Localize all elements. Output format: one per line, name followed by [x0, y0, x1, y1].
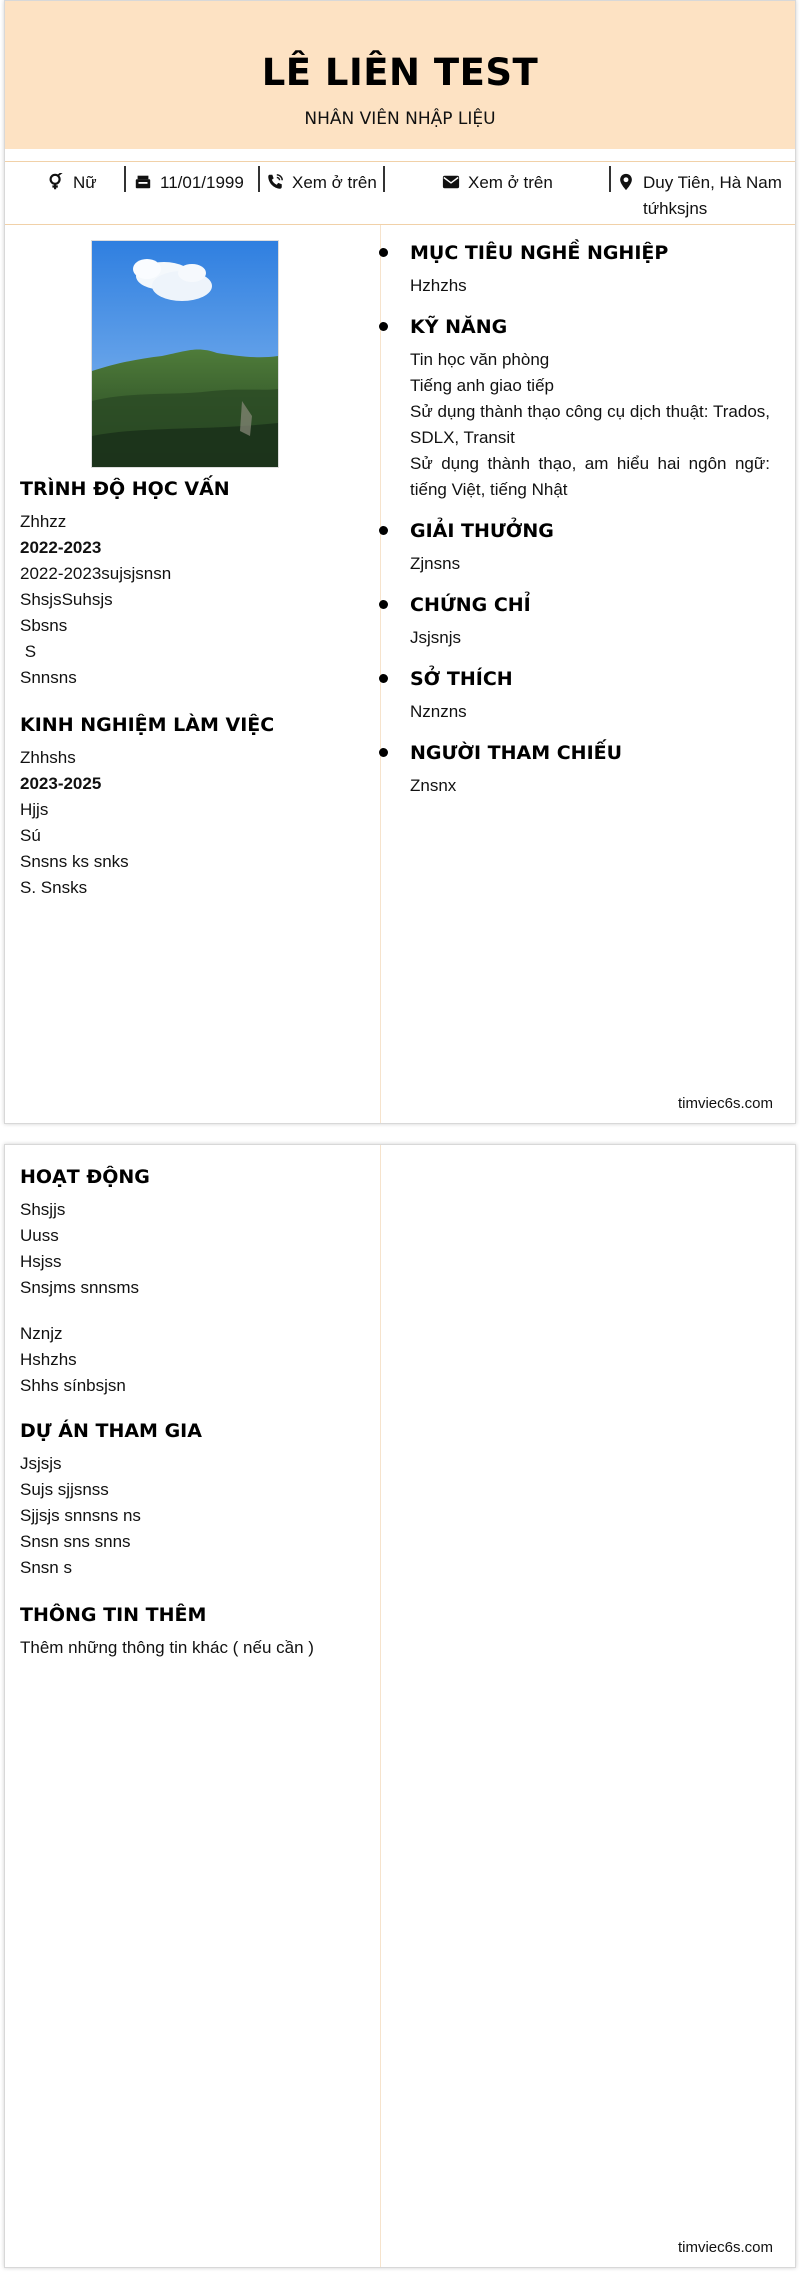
experience-title: KINH NGHIỆM LÀM VIỆC	[20, 714, 275, 736]
additional-section	[20, 1601, 360, 1661]
activities-line: Hshzhs	[20, 1350, 77, 1369]
awards-line: Zjnsns	[410, 554, 461, 573]
right-column	[390, 239, 770, 799]
references-title: NGƯỜI THAM CHIẾU	[410, 742, 623, 764]
skills-line: Sử dụng thành thạo công cụ dịch thuật: Trados, SDLX, Transit	[410, 402, 770, 447]
education-line: Snnsns	[20, 668, 77, 687]
projects-line: Snsn sns snns	[20, 1532, 131, 1551]
contact-separator	[609, 166, 611, 192]
activities-line: Shhs sínbsjsn	[20, 1376, 126, 1395]
education-line: Sbsns	[20, 616, 68, 635]
hobbies-title: SỞ THÍCH	[410, 668, 513, 690]
activities-line: Hsjss	[20, 1252, 62, 1271]
contact-separator	[258, 166, 260, 192]
education-line: 2022-2023sujsjsnsn	[20, 564, 172, 583]
bullet	[379, 322, 388, 331]
cv-page-2	[4, 1144, 796, 2268]
activities-section	[20, 1163, 360, 1399]
address-line-1: Duy Tiên, Hà Nam	[643, 173, 782, 192]
activities-line: Snsjms snnsms	[20, 1278, 140, 1297]
experience-line: Sú	[20, 826, 41, 845]
projects-title: DỰ ÁN THAM GIA	[20, 1420, 202, 1442]
projects-line: Sjjsjs snnsns ns	[20, 1506, 141, 1525]
education-title: TRÌNH ĐỘ HỌC VẤN	[20, 478, 230, 500]
bullet	[379, 748, 388, 757]
experience-line: Snsns ks snks	[20, 852, 129, 871]
activities-line: Nznjz	[20, 1324, 63, 1343]
mountain-photo	[92, 241, 278, 467]
bullet	[379, 248, 388, 257]
cv-page-1	[4, 0, 796, 1124]
experience-line: S. Snsks	[20, 878, 88, 897]
education-line: S	[20, 642, 37, 661]
cv-name: LÊ LIÊN TEST	[261, 51, 539, 94]
certificates-line: Jsjsnjs	[410, 628, 462, 647]
birthday-value: 11/01/1999	[160, 173, 244, 192]
cv-position: NHÂN VIÊN NHẬP LIỆU	[304, 109, 496, 130]
hobbies-section	[390, 665, 770, 725]
contact-address	[617, 170, 782, 222]
additional-line: Thêm những thông tin khác ( nếu cần )	[20, 1638, 314, 1657]
phone-icon	[266, 173, 284, 191]
page-footer: timviec6s.com	[677, 1095, 773, 1112]
contact-separator	[124, 166, 126, 192]
contact-gender	[47, 170, 97, 196]
objective-section	[390, 239, 770, 299]
references-line: Znsnx	[410, 776, 457, 795]
projects-line: Snsn s	[20, 1558, 72, 1577]
contact-separator	[383, 166, 385, 192]
skills-line: Tin học văn phòng	[410, 350, 550, 369]
awards-section	[390, 517, 770, 577]
activities-title: HOẠT ĐỘNG	[20, 1166, 150, 1188]
projects-section	[20, 1417, 360, 1581]
page-footer: timviec6s.com	[677, 2239, 773, 2256]
contact-bar	[5, 161, 795, 225]
phone-value: Xem ở trên	[292, 173, 377, 192]
gender-value: Nữ	[73, 173, 97, 192]
activities-line: Shsjjs	[20, 1200, 66, 1219]
projects-line: Sujs sjjsnss	[20, 1480, 109, 1499]
experience-period: 2023-2025	[20, 774, 102, 793]
contact-email	[442, 170, 553, 196]
certificates-section	[390, 591, 770, 651]
additional-title: THÔNG TIN THÊM	[20, 1604, 207, 1626]
certificates-title: CHỨNG CHỈ	[410, 594, 531, 616]
birthday-icon	[134, 173, 152, 191]
contact-birthday	[134, 170, 244, 196]
experience-line: Hjjs	[20, 800, 49, 819]
hobbies-line: Nznzns	[410, 702, 467, 721]
skills-line: Tiếng anh giao tiếp	[410, 376, 554, 395]
gender-icon	[47, 173, 65, 191]
location-icon	[617, 173, 635, 191]
skills-section	[390, 313, 770, 503]
education-line: Zhhzz	[20, 512, 67, 531]
bullet	[379, 526, 388, 535]
education-period: 2022-2023	[20, 538, 102, 557]
references-section	[390, 739, 770, 799]
contact-phone	[266, 170, 377, 196]
objective-line: Hzhzhs	[410, 276, 467, 295]
address-line-2: tứhksjns	[643, 199, 708, 218]
profile-photo	[91, 240, 279, 468]
email-icon	[442, 173, 460, 191]
education-line: ShsjsSuhsjs	[20, 590, 113, 609]
column-divider	[380, 1145, 381, 2267]
email-value: Xem ở trên	[468, 173, 553, 192]
experience-line: Zhhshs	[20, 748, 76, 767]
cv-header	[5, 1, 795, 149]
projects-line: Jsjsjs	[20, 1454, 62, 1473]
objective-title: MỤC TIÊU NGHỀ NGHIỆP	[410, 242, 669, 264]
awards-title: GIẢI THƯỞNG	[410, 520, 554, 542]
bullet	[379, 674, 388, 683]
education-section	[20, 475, 360, 691]
activities-line: Uuss	[20, 1226, 59, 1245]
skills-title: KỸ NĂNG	[410, 316, 508, 338]
experience-section	[20, 711, 360, 901]
bullet	[379, 600, 388, 609]
skills-line: Sử dụng thành thạo, am hiểu hai ngôn ngữ: tiếng Việt, tiếng Nhật	[410, 454, 770, 499]
